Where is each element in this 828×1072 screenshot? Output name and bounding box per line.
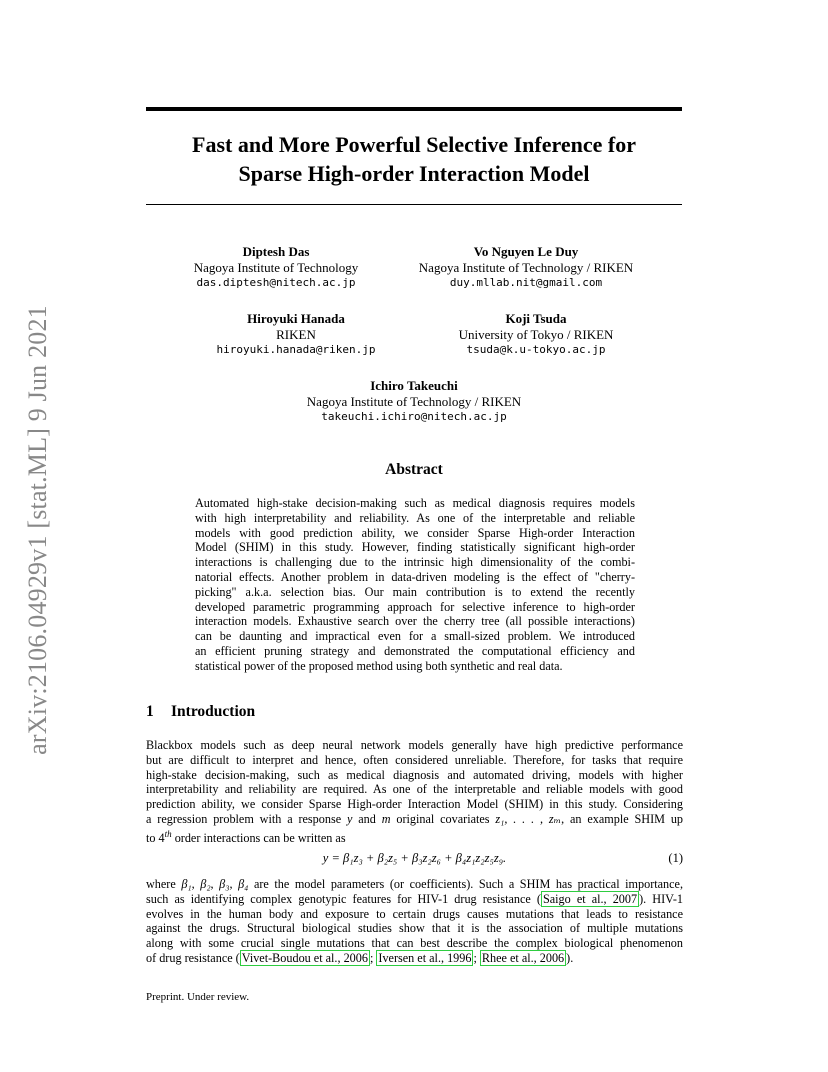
paragraph-line: against the drugs. Structural biological studies show that it is the association of multiple mutations: [146, 921, 683, 936]
text-fragment: to 4: [146, 830, 165, 845]
author-block-1: [176, 244, 376, 291]
paragraph-line: [146, 951, 683, 966]
paragraph-line: interpretability and reliability are required. As one of the interpretable and reliable models with good: [146, 782, 683, 797]
introduction-paragraph-1: [146, 738, 683, 846]
author-email[interactable]: tsuda@k.u-tokyo.ac.jp: [466, 343, 606, 356]
author-affiliation: Nagoya Institute of Technology: [193, 259, 359, 275]
title-bottom-rule: [146, 204, 682, 205]
math-y: y: [346, 811, 353, 826]
equation-number: (1): [668, 851, 683, 865]
abstract-line: natorial effects. Another problem in data-driven modeling is the effect of "cherry-: [195, 569, 635, 584]
abstract-line: interactions is challenging due to the intrinsic high dimensionality of the combi-: [195, 555, 635, 570]
math-betas: β₁, β₂, β₃, β₄: [181, 877, 249, 891]
author-affiliation: Nagoya Institute of Technology / RIKEN: [418, 259, 634, 275]
abstract-line: interaction models. Exhaustive search over the cherry tree (all possible interactions): [195, 614, 635, 629]
section-number: 1: [146, 703, 154, 720]
separator: ;: [473, 950, 480, 965]
paragraph-line: [146, 827, 683, 846]
text-fragment: order interactions can be written as: [171, 830, 346, 845]
author-name: Koji Tsuda: [505, 311, 567, 326]
abstract-line: picking" a.k.a. selection bias. Our main contribution is to extend the recently: [195, 584, 635, 599]
text-fragment: of drug resistance (: [146, 950, 240, 965]
title-line-1: Fast and More Powerful Selective Inference for: [192, 132, 636, 157]
text-fragment: original covariates: [390, 811, 496, 826]
equation-1: [146, 851, 683, 869]
author-name: Hiroyuki Hanada: [247, 311, 345, 326]
citation-link[interactable]: Iversen et al., 1996: [378, 950, 472, 965]
text-fragment: are the model parameters (or coefficients). Such a SHIM has practical importance,: [248, 877, 684, 891]
paper-title: [146, 130, 682, 188]
abstract-heading: Abstract: [385, 461, 443, 478]
author-affiliation: University of Tokyo / RIKEN: [458, 326, 614, 342]
paragraph-line: high-stake decision-making, such as medical diagnosis and automated driving, models with higher: [146, 767, 683, 782]
text-fragment: such as identifying complex genotypic features for HIV-1 drug resistance (: [146, 891, 541, 906]
footer-preprint-note: Preprint. Under review.: [146, 991, 250, 1003]
title-line-2: Sparse High-order Interaction Model: [238, 161, 590, 186]
author-affiliation: RIKEN: [276, 326, 316, 342]
author-block-3: [196, 311, 396, 358]
paragraph-line: but are difficult to interpret and hence, often considered unreliable. Therefore, for tasks that require: [146, 752, 683, 767]
author-email[interactable]: das.diptesh@nitech.ac.jp: [196, 276, 356, 289]
text-fragment: ). HIV-1: [639, 891, 683, 906]
text-fragment: , an example SHIM up: [561, 811, 684, 826]
abstract-line: statistical power of the proposed method using both synthetic and real data.: [195, 658, 563, 673]
citation-link[interactable]: Rhee et al., 2006: [481, 950, 565, 965]
math-covariates: z₁, . . . , zₘ: [495, 811, 562, 826]
abstract-line: can be daunting and impractical even for a small-sized problem. We introduced: [195, 629, 635, 644]
author-email[interactable]: takeuchi.ichiro@nitech.ac.jp: [321, 410, 507, 423]
text-fragment: and: [352, 811, 382, 826]
text-fragment: a regression problem with a response: [146, 811, 347, 826]
equation-body: y = β₁z₃ + β₂z₅ + β₃z₂z₆ + β₄z₁z₂z₅z₉.: [322, 851, 507, 865]
author-block-2: [406, 244, 646, 291]
separator: ;: [369, 950, 377, 965]
section-title: Introduction: [171, 703, 256, 720]
citation-link[interactable]: Vivet-Boudou et al., 2006: [241, 950, 368, 965]
paragraph-line: prediction ability, we consider Sparse High-order Interaction Model (SHIM) in this study. Considering: [146, 797, 683, 812]
section-heading-introduction: [146, 703, 255, 721]
paragraph-line: along with some crucial single mutations that can best describe the complex biological phenomenon: [146, 936, 683, 951]
author-name: Vo Nguyen Le Duy: [473, 244, 579, 259]
abstract-line: an efficient pruning strategy and demonstrated the computational efficiency and: [195, 643, 635, 658]
paragraph-line: [146, 877, 683, 892]
text-fragment: ).: [566, 950, 574, 965]
title-top-rule: [146, 107, 682, 111]
author-name: Ichiro Takeuchi: [370, 378, 458, 393]
introduction-paragraph-2: [146, 877, 683, 966]
math-m: m: [381, 811, 391, 826]
abstract-line: models with good prediction ability, we consider Sparse High-order Interaction: [195, 525, 635, 540]
abstract-line: with high interpretability and reliability. As one of the interpretable and reliable: [195, 510, 635, 525]
abstract-line: Model (SHIM) in this study. However, finding statistically significant high-order: [195, 540, 635, 555]
paragraph-line: [146, 812, 683, 827]
author-block-4: [426, 311, 646, 358]
abstract-line: developed parametric programming approach for selective inference to high-order: [195, 599, 635, 614]
author-affiliation: Nagoya Institute of Technology / RIKEN: [306, 393, 522, 409]
abstract-line: Automated high-stake decision-making such as medical diagnosis requires models: [195, 496, 635, 510]
author-name: Diptesh Das: [242, 244, 310, 259]
arxiv-identifier: arXiv:2106.04929v1 [stat.ML] 9 Jun 2021: [23, 305, 52, 755]
author-block-5: [264, 378, 564, 425]
abstract-body: [195, 496, 635, 674]
paragraph-line: evolves in the human body and exposure to certain drugs causes mutations that leads to resistance: [146, 906, 683, 921]
paragraph-line: [146, 892, 683, 907]
text-fragment: where: [146, 877, 182, 891]
author-email[interactable]: duy.mllab.nit@gmail.com: [449, 276, 603, 289]
paragraph-line: Blackbox models such as deep neural network models generally have high predictive performance: [146, 738, 683, 752]
superscript-th: th: [164, 828, 172, 839]
author-email[interactable]: hiroyuki.hanada@riken.jp: [216, 343, 376, 356]
citation-link[interactable]: Saigo et al., 2007: [542, 891, 638, 906]
